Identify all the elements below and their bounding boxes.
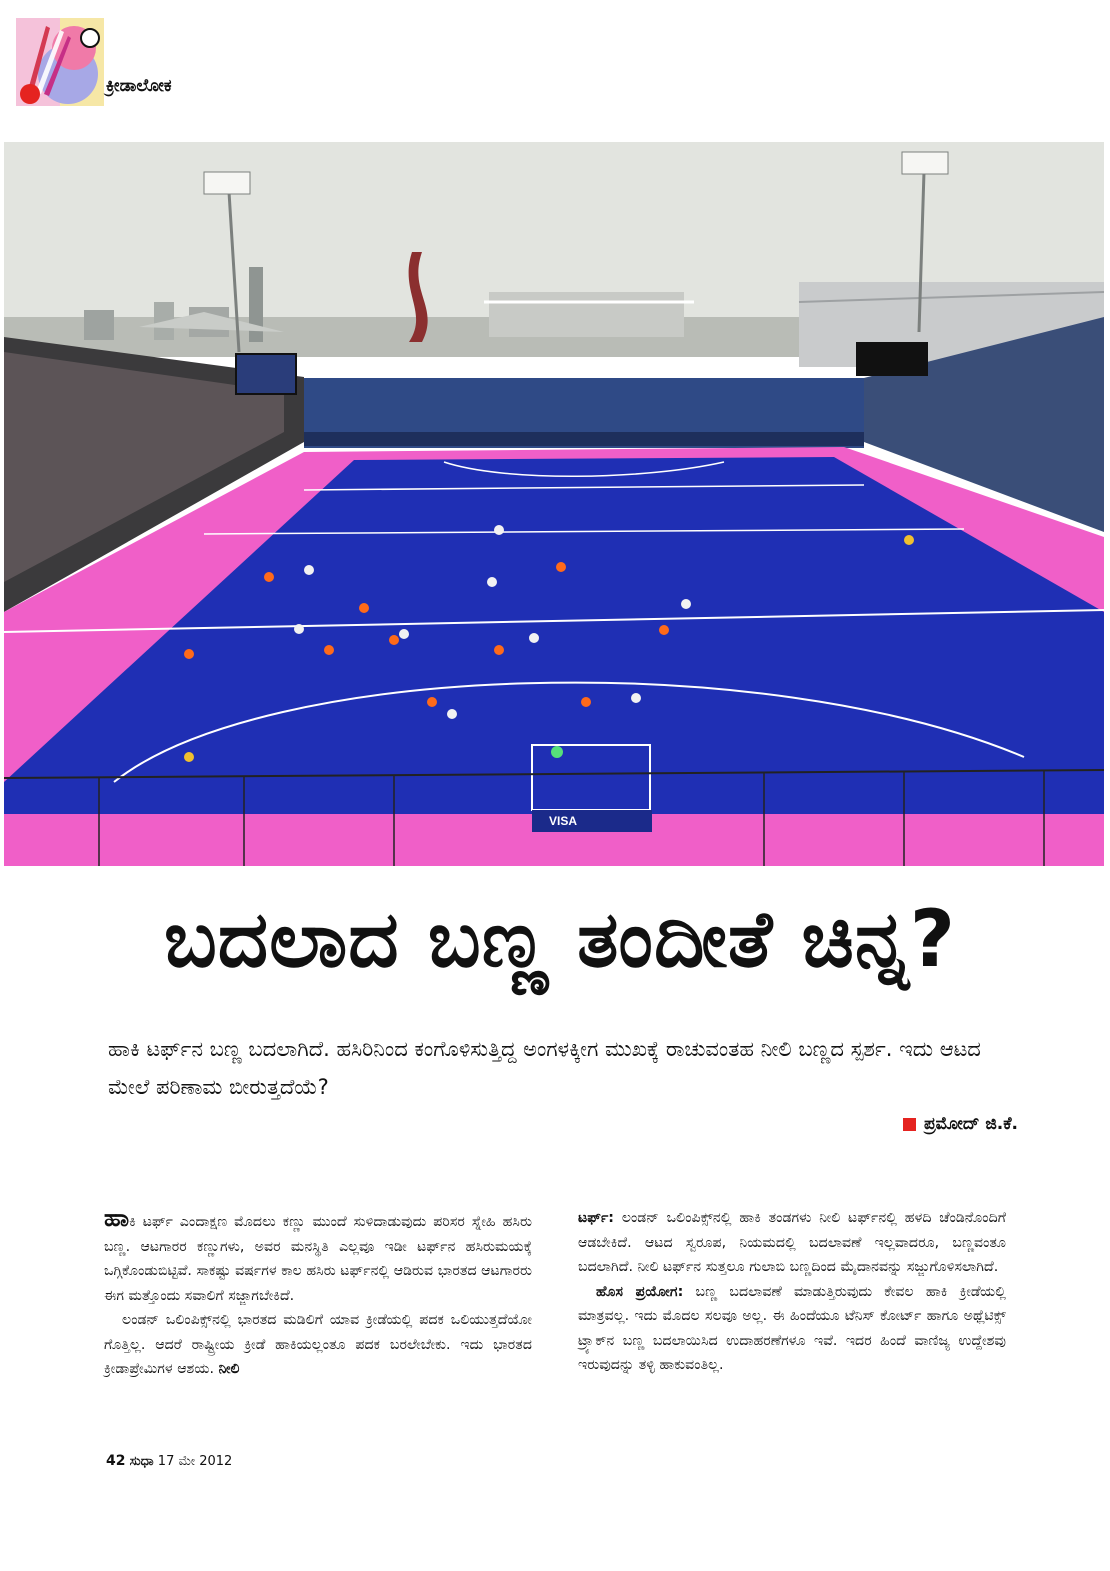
- continued-word: ನೀಲಿ: [218, 1361, 240, 1377]
- standfirst: ಹಾಕಿ ಟರ್ಫ್‌ನ ಬಣ್ಣ ಬದಲಾಗಿದೆ. ಹಸಿರಿನಿಂದ ಕಂಗೊಳಿಸುತ್ತಿದ್ದ ಅಂಗಳಕ್ಕೀಗ ಮುಖಕ್ಕೆ ರಾಚುವಂತಹ ನೀಲಿ ಬಣ್ಣದ ಸ್ಪರ್ಶ. ಇದು ಆಟದ ಮೇಲೆ ಪರಿಣಾಮ ಬೀರುತ್ತದೆಯೆ?: [108, 1037, 981, 1099]
- article-column-right: [578, 1206, 1006, 1378]
- paragraph-text: ಲಂಡನ್ ಒಲಿಂಪಿಕ್ಸ್‌ನಲ್ಲಿ ಹಾಕಿ ತಂಡಗಳು ನೀಲಿ ಟರ್ಫ್‌ನಲ್ಲಿ ಹಳದಿ ಚೆಂಡಿನೊಂದಿಗೆ ಆಡಬೇಕಿದೆ. ಆಟದ ಸ್ವರೂಪ, ನಿಯಮದಲ್ಲಿ ಬದಲಾವಣೆ ಇಲ್ಲವಾದರೂ, ಬಣ್ಣವಂತೂ ಬದಲಾಗಿದೆ. ನೀಲಿ ಟರ್ಫ್‌ನ ಸುತ್ತಲೂ ಗುಲಾಬಿ ಬಣ್ಣದಿಂದ ಮೈದಾನವನ್ನು ಸಜ್ಜುಗೊಳಿಸಲಾಗಿದೆ.: [578, 1210, 1006, 1275]
- issue-date: 17 ಮೇ 2012: [157, 1454, 233, 1469]
- paragraph: [578, 1280, 1006, 1378]
- byline-marker-icon: [903, 1118, 916, 1131]
- byline: [903, 1114, 1018, 1134]
- article-column-left: [104, 1206, 532, 1382]
- subhead: ಟರ್ಫ್:: [578, 1210, 614, 1226]
- paragraph-text: ಲಂಡನ್ ಒಲಿಂಪಿಕ್ಸ್‌ನಲ್ಲಿ ಭಾರತದ ಮಡಿಲಿಗೆ ಯಾವ ಕ್ರೀಡೆಯಲ್ಲಿ ಪದಕ ಒಲಿಯುತ್ತದೆಯೋ ಗೊತ್ತಿಲ್ಲ. ಆದರೆ ರಾಷ್ಟ್ರೀಯ ಕ್ರೀಡೆ ಹಾಕಿಯಲ್ಲಂತೂ ಪದಕ ಬರಲೇಬೇಕು. ಇದು ಭಾರತದ ಕ್ರೀಡಾಪ್ರೇಮಿಗಳ ಆಶಯ.: [104, 1312, 532, 1377]
- paragraph-text: ಬಣ್ಣ ಬದಲಾವಣೆ ಮಾಡುತ್ತಿರುವುದು ಕೇವಲ ಹಾಕಿ ಕ್ರೀಡೆಯಲ್ಲಿ ಮಾತ್ರವಲ್ಲ. ಇದು ಮೊದಲ ಸಲವೂ ಅಲ್ಲ. ಈ ಹಿಂದೆಯೂ ಟೆನಿಸ್ ಕೋರ್ಟ್ ಹಾಗೂ ಅಥ್ಲೆಟಿಕ್ಸ್ ಟ್ರ್ಯಾಕ್‌ನ ಬಣ್ಣ ಬದಲಾಯಿಸಿದ ಉದಾಹರಣೆಗಳೂ ಇವೆ. ಇದರ ಹಿಂದೆ ವಾಣಿಜ್ಯ ಉದ್ದೇಶವು ಇರುವುದನ್ನು ತಳ್ಳಿ ಹಾಕುವಂತಿಲ್ಲ.: [578, 1283, 1006, 1373]
- page-number: 42: [106, 1453, 126, 1469]
- paragraph: [578, 1206, 1006, 1280]
- subhead: ಹೊಸ ಪ್ರಯೋಗ:: [596, 1283, 684, 1300]
- paragraph-text: ಕಿ ಟರ್ಫ್ ಎಂದಾಕ್ಷಣ ಮೊದಲು ಕಣ್ಣು ಮುಂದೆ ಸುಳಿದಾಡುವುದು ಪರಿಸರ ಸ್ನೇಹಿ ಹಸಿರು ಬಣ್ಣ. ಆಟಗಾರರ ಕಣ್ಣುಗಳು, ಅವರ ಮನಸ್ಥಿತಿ ಎಲ್ಲವೂ ಇಡೀ ಟರ್ಫ್‌ನ ಹಸಿರುಮಯಕ್ಕೆ ಒಗ್ಗಿಕೊಂಡುಬಿಟ್ಟಿವೆ. ಸಾಕಷ್ಟು ವರ್ಷಗಳ ಕಾಲ ಹಸಿರು ಟರ್ಫ್‌ನಲ್ಲಿ ಆಡಿರುವ ಭಾರತದ ಆಟಗಾರರು ಈಗ ಮತ್ತೊಂದು ಸವಾಲಿಗೆ ಸಜ್ಜಾಗಬೇಕಿದೆ.: [104, 1214, 532, 1304]
- sports-collage-icon: [16, 18, 104, 106]
- magazine-name: ಸುಧಾ: [129, 1454, 154, 1469]
- paragraph: [104, 1308, 532, 1382]
- ad-board-text: VISA: [549, 814, 578, 828]
- stadium-photo: [4, 142, 1104, 866]
- dropcap: ಹಾ: [104, 1204, 130, 1232]
- paragraph: [104, 1206, 532, 1308]
- page-footer: [106, 1453, 232, 1469]
- author-name: ಪ್ರಮೋದ್ ಜಿ.ಕೆ.: [923, 1114, 1018, 1134]
- section-label: ಕ್ರೀಡಾಲೋಕ: [106, 76, 172, 96]
- headline: ಬದಲಾದ ಬಣ್ಣ ತಂದೀತೆ ಚಿನ್ನ?: [164, 895, 956, 985]
- section-logo: [16, 18, 104, 106]
